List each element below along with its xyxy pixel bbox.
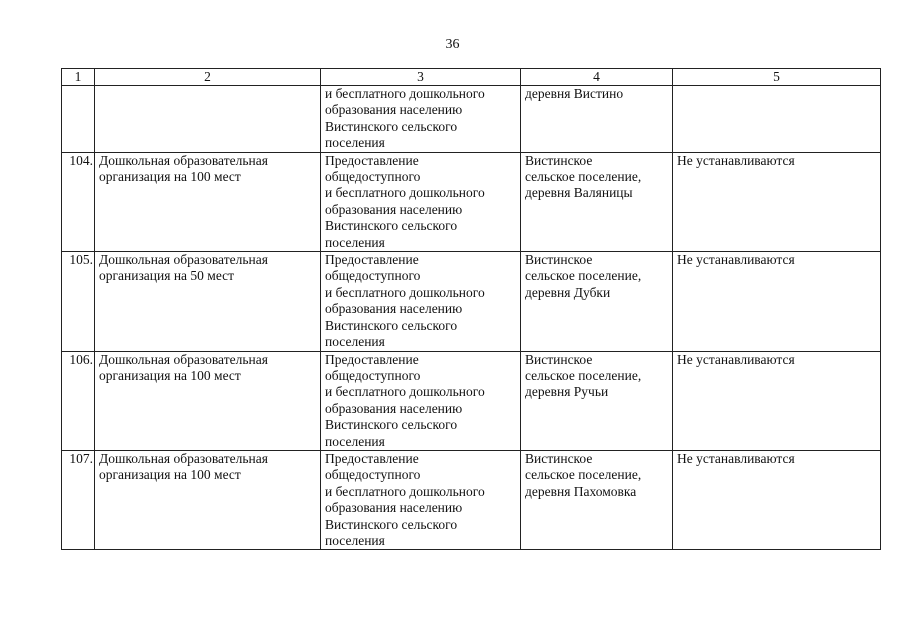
object-zones	[673, 86, 881, 153]
objects-table	[61, 68, 881, 550]
object-purpose: Предоставление общедоступного и бесплатного дошкольного образования населению Вистинского сельского поселения	[321, 450, 521, 549]
column-header: 5	[673, 69, 881, 86]
object-zones: Не устанавливаются	[673, 351, 881, 450]
table-header-row	[62, 69, 881, 86]
row-number: 107.	[62, 450, 95, 549]
table-row	[62, 351, 881, 450]
object-location: Вистинское сельское поселение, деревня Пахомовка	[521, 450, 673, 549]
page-number: 36	[445, 37, 460, 52]
column-header: 1	[62, 69, 95, 86]
object-purpose: и бесплатного дошкольного образования населению Вистинского сельского поселения	[321, 86, 521, 153]
object-purpose: Предоставление общедоступного и бесплатного дошкольного образования населению Вистинского сельского поселения	[321, 252, 521, 351]
column-header: 4	[521, 69, 673, 86]
object-location: Вистинское сельское поселение, деревня Ручьи	[521, 351, 673, 450]
object-name: Дошкольная образовательная организация на 100 мест	[95, 152, 321, 251]
object-name	[95, 86, 321, 153]
table-row	[62, 86, 881, 153]
object-zones: Не устанавливаются	[673, 252, 881, 351]
row-number: 104.	[62, 152, 95, 251]
table-row	[62, 252, 881, 351]
object-name: Дошкольная образовательная организация на 100 мест	[95, 450, 321, 549]
column-header: 3	[321, 69, 521, 86]
object-zones: Не устанавливаются	[673, 152, 881, 251]
object-location: деревня Вистино	[521, 86, 673, 153]
object-location: Вистинское сельское поселение, деревня Дубки	[521, 252, 673, 351]
table-row	[62, 152, 881, 251]
object-location: Вистинское сельское поселение, деревня Валяницы	[521, 152, 673, 251]
row-number	[62, 86, 95, 153]
object-purpose: Предоставление общедоступного и бесплатного дошкольного образования населению Вистинского сельского поселения	[321, 351, 521, 450]
table-row	[62, 450, 881, 549]
object-zones: Не устанавливаются	[673, 450, 881, 549]
object-name: Дошкольная образовательная организация на 50 мест	[95, 252, 321, 351]
object-name: Дошкольная образовательная организация на 100 мест	[95, 351, 321, 450]
object-purpose: Предоставление общедоступного и бесплатного дошкольного образования населению Вистинского сельского поселения	[321, 152, 521, 251]
row-number: 106.	[62, 351, 95, 450]
row-number: 105.	[62, 252, 95, 351]
column-header: 2	[95, 69, 321, 86]
